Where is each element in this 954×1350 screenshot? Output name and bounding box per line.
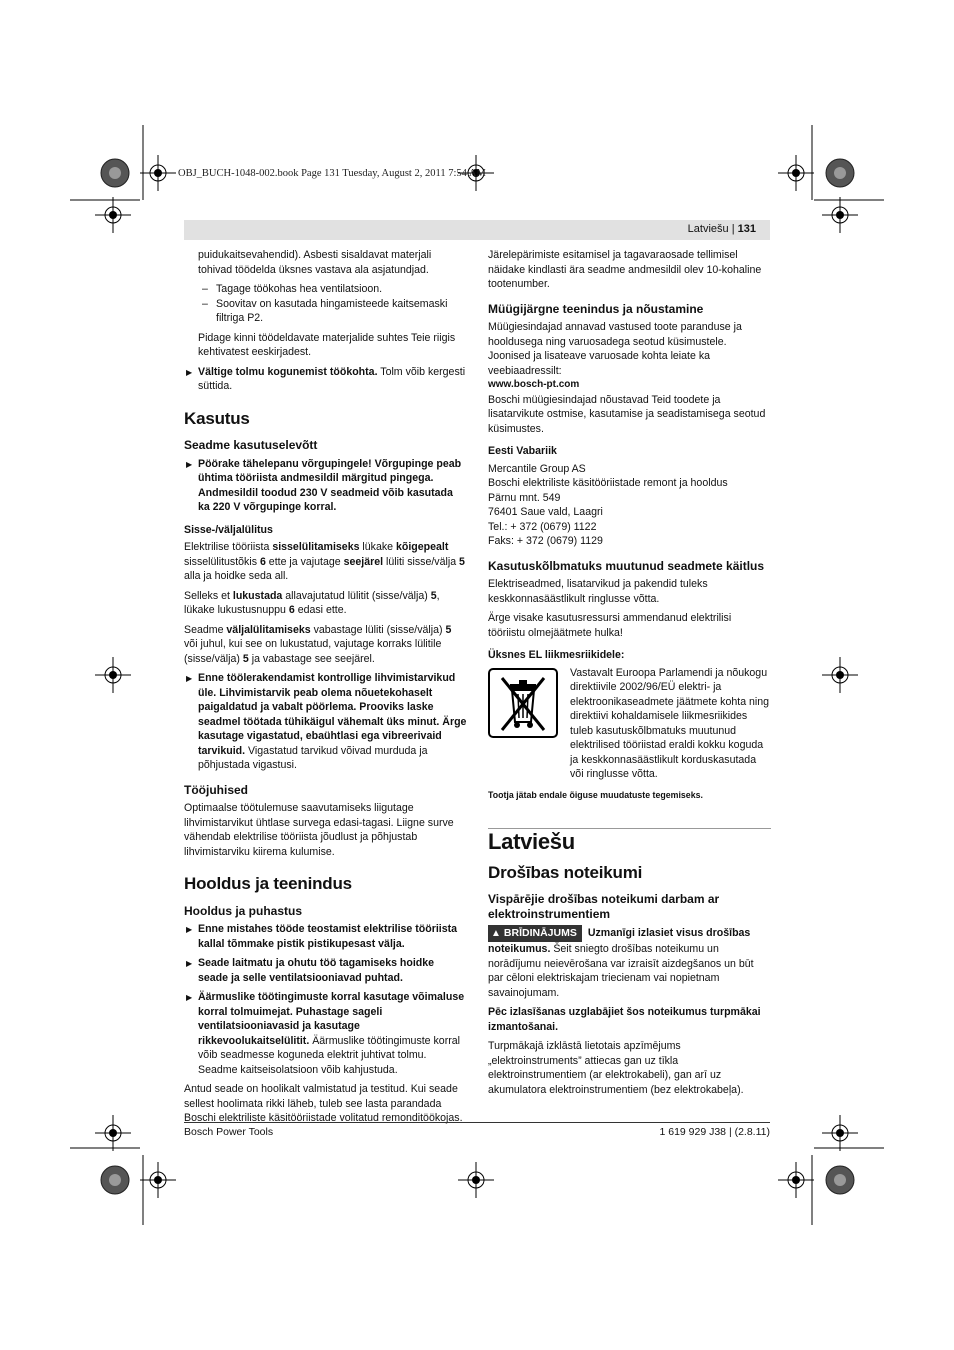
footer-code: 1 619 929 J38 | (2.8.11)	[659, 1126, 770, 1138]
bullet-item	[184, 365, 467, 394]
page-number: 131	[737, 223, 756, 235]
paragraph: Selleks et lukustada allavajutatud lülitit (sisse/välja) 5, lükake lukustusnuppu 6 edasi ette.	[184, 589, 440, 616]
paragraph: Järelepärimiste esitamisel ja tagavaraosade tellimisel näidake kindlasti ära seadme andmesildil olev 10-kohaline tootenumber.	[488, 249, 762, 290]
paragraph: Pēc izlasīšanas uzglabājiet šos noteikumus turpmākai izmantošanai.	[488, 1006, 761, 1033]
bold-text: Pöörake tähelepanu võrgupingele! Võrgupinge peab ühtima tööriista andmesildil märgitud pingega. Andmesildil toodud 230 V seadmeid võib kasutada ka 220 V võrgupinge korral.	[198, 457, 462, 513]
subsection-heading: Eesti Vabariik	[488, 445, 557, 457]
paragraph: Optimaalse töötulemuse saavutamiseks liigutage lihvimistarvikut ühtlase survega edasi-tagasi. Liigne surve vähendab elektrilise tööriista jõudlust ja põhjustab lihvimistarviku kiirema kulumise.	[184, 802, 454, 858]
list-item: – Tagage töökohas hea ventilatsioon.	[184, 282, 467, 297]
subsection-heading: Üksnes EL liikmesriikidele:	[488, 649, 625, 661]
crosshair-icon	[778, 155, 814, 191]
paragraph: puidukaitsevahendid). Asbesti sisaldavat materjali tohivad töödelda üksnes vastava ala asjatundjad.	[198, 249, 432, 276]
crosshair-icon	[458, 1162, 494, 1198]
subsection-heading: Tööjuhised	[184, 782, 248, 797]
fax-line: Faks: + 372 (0679) 1129	[488, 535, 603, 547]
warning-badge: ▲ BRĪDINĀJUMS	[488, 925, 582, 942]
disclaimer: Tootja jätab endale õiguse muudatuste tegemiseks.	[488, 789, 703, 800]
crosshair-icon	[140, 155, 176, 191]
footer-brand: Bosch Power Tools	[184, 1126, 274, 1138]
print-info-line: OBJ_BUCH-1048-002.book Page 131 Tuesday, August 2, 2011 7:54 AM	[178, 168, 486, 179]
paragraph: Seadme väljalülitamiseks vabastage lüliti (sisse/välja) 5 või juhul, kui see on lukustatud, vajutage korraks lülitile (sisse/välja) 5 ja vabastage see seejärel.	[184, 623, 452, 665]
address-line: Mercantile Group AS	[488, 462, 586, 475]
color-target-icon	[826, 1166, 854, 1194]
crosshair-icon	[778, 1162, 814, 1198]
crosshair-icon	[822, 657, 858, 693]
subsection-heading: Vispārējie drošības noteikumi darbam ar elektroinstrumentiem	[488, 892, 720, 921]
weee-block	[488, 666, 771, 782]
subsection-heading: Hooldus ja puhastus	[184, 903, 303, 918]
color-target-icon	[826, 159, 854, 187]
right-column	[488, 248, 771, 1102]
bold-text: Vältige tolmu kogunemist töökohta.	[198, 365, 378, 378]
address-line: 76401 Saue vald, Laagri	[488, 506, 603, 518]
text: Tolm võib kergesti süttida.	[198, 365, 466, 392]
warning-paragraph: ▲ BRĪDINĀJUMS Uzmanīgi izlasiet visus drošības noteikumus. Šeit sniegto drošības noteikumu un norādījumu neievērošana var izraisīt aizdegšanos un būt par cēloni elektriskajam triecienam vai nopietnam savainojumam.	[488, 927, 754, 999]
color-target-icon	[101, 1166, 129, 1194]
paragraph: Elektriseadmed, lisatarvikud ja pakendid tuleks keskkonnasäästlikult ringlusse võtta.	[488, 578, 708, 605]
header-text	[688, 223, 756, 235]
bullet-item: ▶ Äärmuslike töötingimuste korral kasutage võimaluse korral tolmuimejat. Puhastage sageli ventilatsiooniavasid ja kasutage rikkevoolukaitselülitit. Äärmuslike töötingimuste korral võib seadmesse koguneda elektrit juhtivat tolmu. Seadme kaitseisolatsioon võib kahjustuda.	[184, 990, 467, 1077]
header-separator: |	[731, 223, 735, 235]
subsection-heading: Kasutuskõlbmatuks muutunud seadmete käitlus	[488, 558, 765, 573]
bullet-item: ▶ Seade laitmatu ja ohutu töö tagamiseks hoidke seade ja selle ventilatsiooniavad puhtad.	[184, 956, 467, 985]
section-heading: Kasutus	[184, 408, 250, 428]
address-line: Pärnu mnt. 549	[488, 491, 561, 504]
section-heading: Hooldus ja teenindus	[184, 874, 352, 893]
footer-divider	[184, 1122, 770, 1123]
bullet-item: ▶ Enne mistahes tööde teostamist elektrilise tööriista kallal tõmmake pistik pistikupesast välja.	[184, 922, 467, 951]
crosshair-icon	[822, 197, 858, 233]
paragraph: Pidage kinni töödeldavate materjalide suhtes Teie riigis kehtivatest eeskirjadest.	[198, 331, 456, 358]
crossed-bin-icon	[488, 668, 558, 738]
subsection-heading: Seadme kasutuselevõtt	[184, 438, 318, 452]
left-column	[184, 248, 467, 1131]
crosshair-icon	[140, 1162, 176, 1198]
crosshair-icon	[95, 1115, 131, 1151]
bullet-item: ▶ Enne töölerakendamist kontrollige lihvimistarvikud üle. Lihvimistarvik peab olema nõuetekohaselt paigaldatud ja vabalt pöörlema. Prooviks laske seadmel töötada tühikäigul vähemalt üks minut. Ärge kasutage vigastatud, ebaühtlasi ega vibreerivaid tarvikuid. Vigastatud tarvikud võivad murduda ja põhjustada vigastusi.	[184, 671, 467, 773]
language-heading: Latviešu	[488, 829, 575, 854]
list-item: – Soovitav on kasutada hingamisteede kaitsemaski filtriga P2.	[184, 297, 467, 326]
crosshair-icon	[95, 657, 131, 693]
paragraph: Boschi müügiesindajad nõustavad Teid toodete ja lisatarvikute ostmise, kasutamise ja seadistamisega seotud küsimustes.	[488, 393, 766, 435]
subsection-heading: Sisse-/väljalülitus	[184, 523, 273, 536]
website-link[interactable]: www.bosch-pt.com	[488, 379, 580, 390]
crosshair-icon	[822, 1115, 858, 1151]
paragraph: Elektrilise tööriista sisselülitamiseks lükake kõigepealt sisselülitustõkis 6 ette ja vajutage seejärel lüliti sisse/välja 5 alla ja hoidke seda all.	[184, 541, 465, 582]
color-target-icon	[101, 159, 129, 187]
header-language: Latviešu	[687, 223, 729, 235]
paragraph: Ärge visake kasutusressursi ammendanud elektrilisi tööriistu olmejäätmete hulka!	[488, 612, 732, 639]
subsection-heading: Müügijärgne teenindus ja nõustamine	[488, 301, 704, 316]
address-line: Boschi elektriliste käsitööriistade remont ja hooldus	[488, 477, 728, 489]
paragraph: Vastavalt Euroopa Parlamendi ja nõukogu direktiivile 2002/96/EÜ elektri- ja elektroonikaseadmete jäätmete kohta ning direktiivi kohaldamisele liikmesriikides tuleb kasutuskõlbmatuks muutunud elektrilised tööriistad eraldi kokku koguda ja keskkonnasäästlikult korduskasutada või ringlusse võtta.	[570, 666, 770, 780]
paragraph: Antud seade on hoolikalt valmistatud ja testitud. Kui seade sellest hoolimata rikki läheb, tuleb see lasta parandada Boschi elektriliste käsitööriistade volitatud remonditöökojas.	[184, 1083, 463, 1124]
bullet-item	[184, 457, 467, 515]
paragraph: Turpmākajā izklāstā lietotais apzīmējums „elektroinstruments” attiecas gan uz tīkla elektroinstrumentiem (ar elektrokabeli), gan arī uz akumulatora elektroinstrumentiem (bez elektrokabeļa).	[488, 1040, 744, 1096]
phone-line: Tel.: + 372 (0679) 1122	[488, 520, 597, 533]
page-header	[184, 220, 770, 240]
section-heading: Drošības noteikumi	[488, 862, 643, 882]
dash-list	[184, 282, 467, 326]
warning-triangle-icon: ▲	[491, 928, 501, 939]
paragraph: Müügiesindajad annavad vastused toote paranduse ja hooldusega ning varuosadega seotud küsimustele. Joonised ja lisateave varuosade kohta leiate ka veebiaadressilt:	[488, 321, 742, 377]
crosshair-icon	[95, 197, 131, 233]
